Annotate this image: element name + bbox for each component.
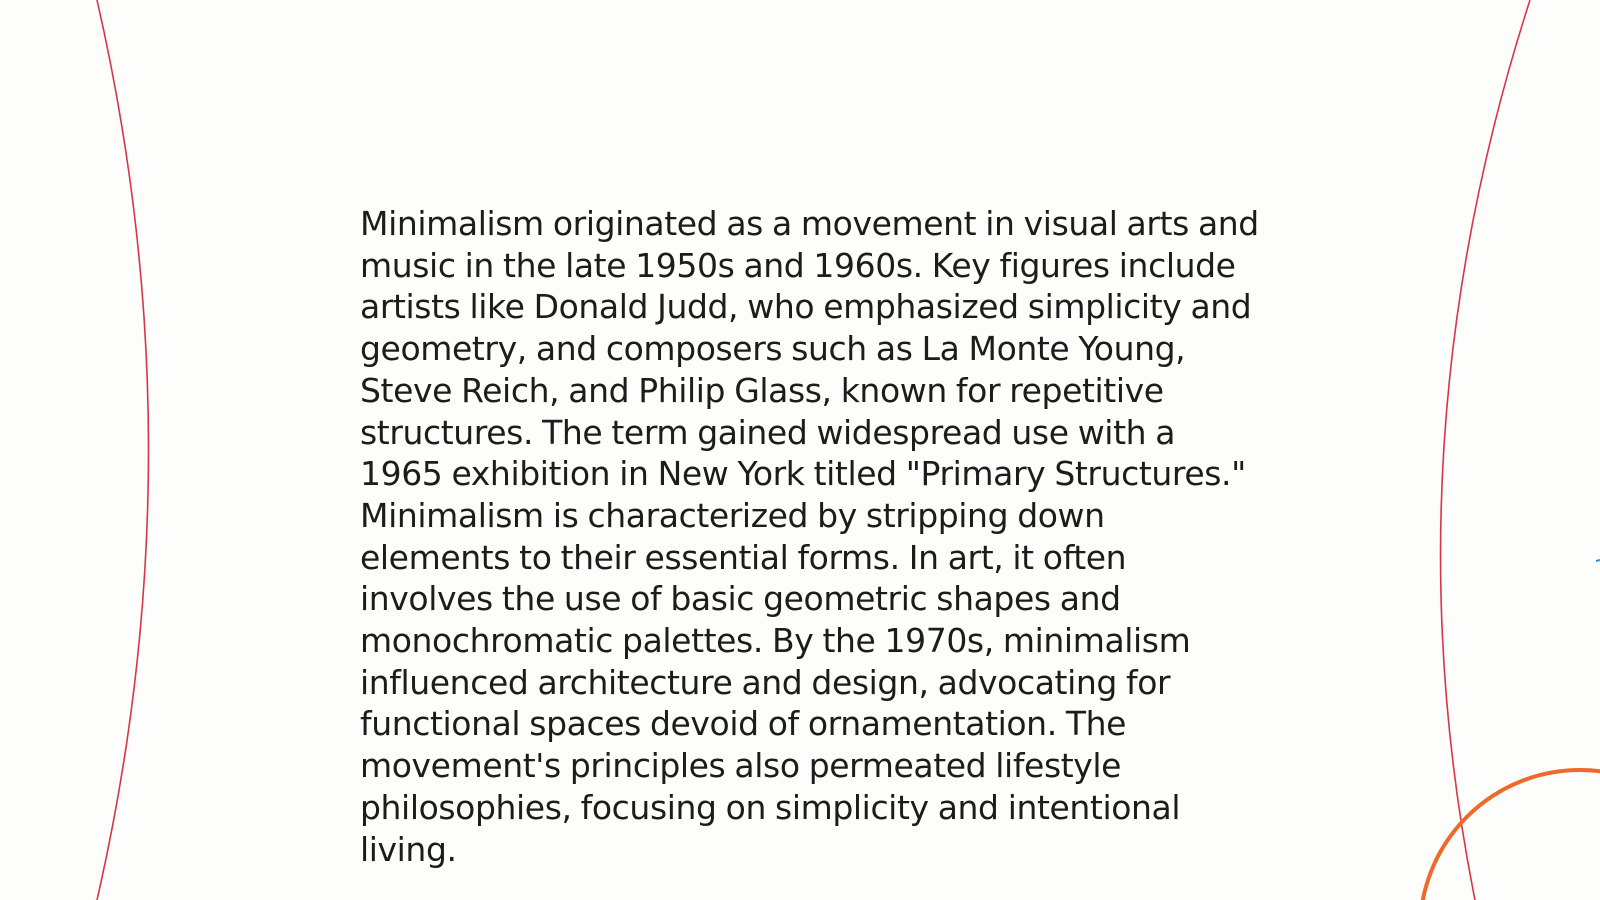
body-paragraph: Minimalism originated as a movement in visual arts and music in the late 1950s and 1960s. Key figures include artists like Donald Judd, who emphasized simplicity and geometry, and composers such as La Monte Young, Steve Reich, and Philip Glass, known for repetitive structures. The term gained widespread use with a 1965 exhibition in New York titled "Primary Structures." Minimalism is characterized by stripping down elements to their essential forms. In art, it often involves the use of basic geometric shapes and monochromatic palettes. By the 1970s, minimalism influenced architecture and design, advocating for functional spaces devoid of ornamentation. The movement's principles also permeated lifestyle philosophies, focusing on simplicity and intentional living. xyxy=(360,204,1259,869)
right-red-curve xyxy=(1441,0,1530,900)
blue-accent-mark xyxy=(1596,560,1600,561)
left-red-curve xyxy=(97,0,149,900)
orange-circle-arc xyxy=(1420,770,1600,900)
